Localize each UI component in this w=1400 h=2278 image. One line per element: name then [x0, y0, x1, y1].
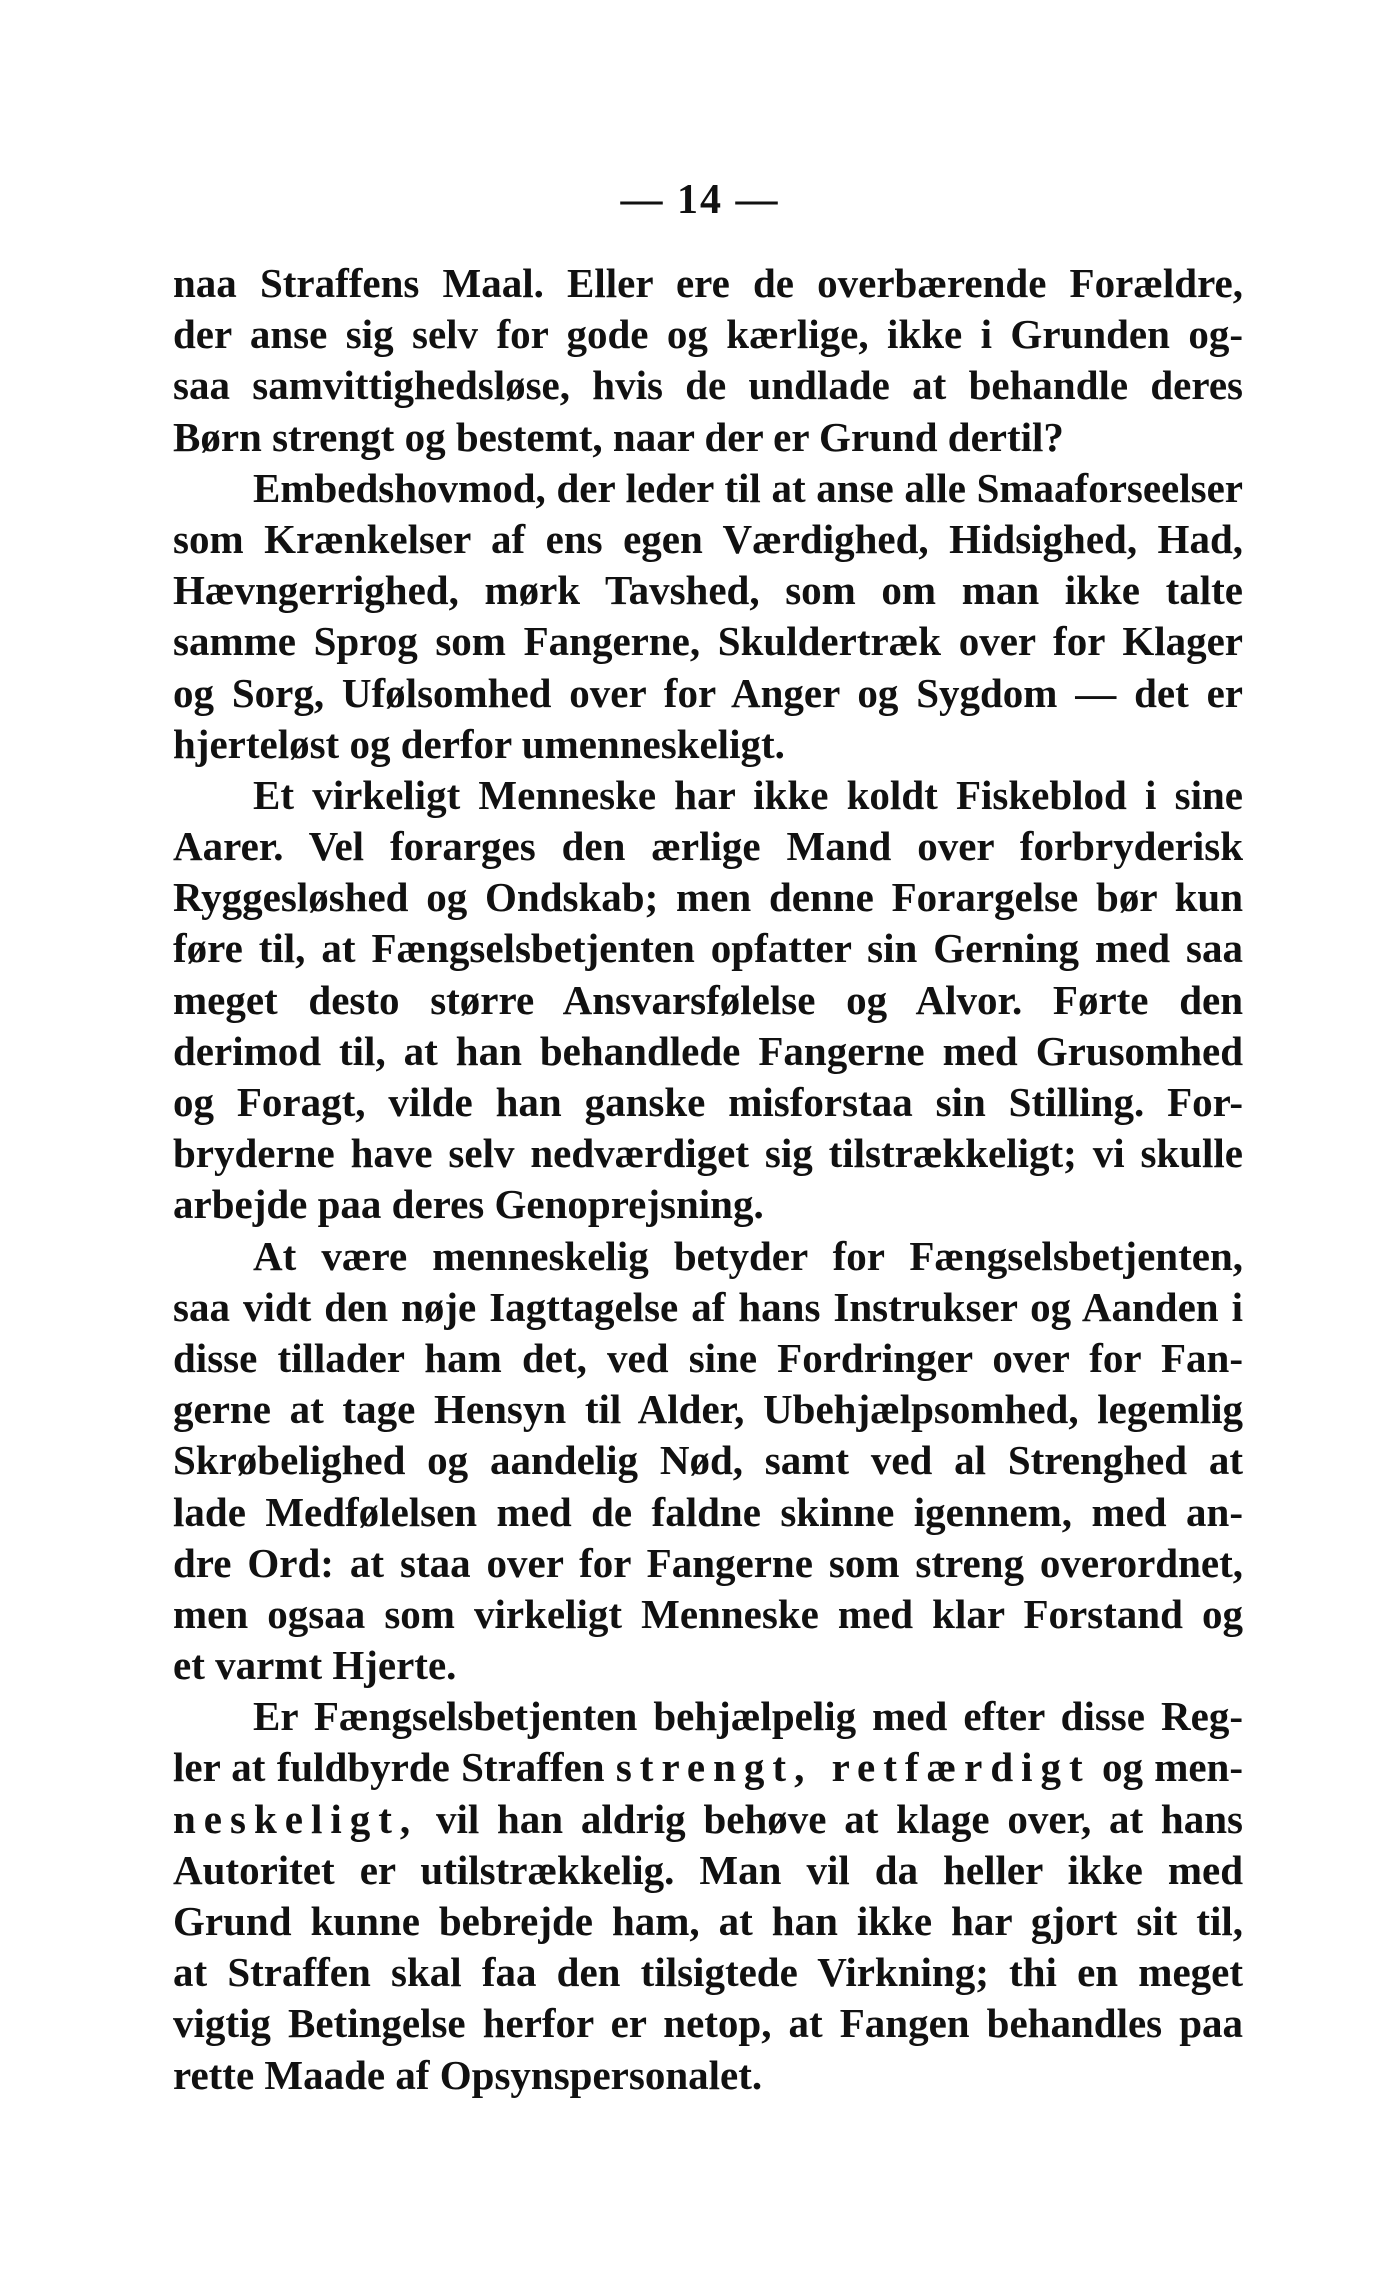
text-line: som Krænkelser af ens egen Værdighed, Hidsighed, Had, — [173, 515, 1243, 562]
text-line: Autoritet er utilstrækkelig. Man vil da heller ikke med — [173, 1846, 1243, 1893]
text-line: derimod til, at han behandlede Fangerne med Grusomhed — [173, 1027, 1243, 1074]
text-line: Børn strengt og bestemt, naar der er Grund dertil? — [173, 413, 1064, 460]
text-line: Ryggesløshed og Ondskab; men denne Forargelse bør kun — [173, 874, 1243, 921]
text-segment: og men- — [1101, 1744, 1244, 1791]
text-line: vigtig Betingelse herfor er netop, at Fangen behandles paa — [173, 2000, 1243, 2047]
text-line: lade Medfølelsen med de faldne skinne igennem, med an- — [173, 1488, 1243, 1535]
text-line: Grund kunne bebrejde ham, at han ikke har gjort sit til, — [173, 1898, 1243, 1944]
text-line: et varmt Hjerte. — [173, 1642, 457, 1689]
text-line: Er Fængselsbetjenten behjælpelig med efter disse Reg- — [253, 1693, 1243, 1740]
text-line: naa Straffens Maal. Eller ere de overbærende Forældre, — [173, 260, 1243, 306]
text-line-with-emphasis — [173, 1742, 1243, 1793]
text-line: meget desto større Ansvarsfølelse og Alvor. Førte den — [173, 976, 1243, 1023]
emphasized-text: strengt, retfærdigt — [615, 1744, 1091, 1791]
text-line: saa vidt den nøje Iagttagelse af hans Instrukser og Aanden i — [173, 1283, 1243, 1330]
text-line: At være menneskelig betyder for Fængselsbetjenten, — [253, 1232, 1243, 1279]
text-segment: ler at fuldbyrde Straffen — [173, 1744, 605, 1791]
emphasized-text: neskeligt, — [173, 1795, 419, 1842]
text-line: gerne at tage Hensyn til Alder, Ubehjælpsomhed, legemlig — [173, 1386, 1243, 1433]
text-line: at Straffen skal faa den tilsigtede Virkning; thi en meget — [173, 1949, 1243, 1996]
text-line: hjerteløst og derfor umenneskeligt. — [173, 720, 785, 767]
text-line: og Sorg, Ufølsomhed over for Anger og Sygdom — det er — [173, 669, 1243, 716]
text-line: Aarer. Vel forarges den ærlige Mand over forbryderisk — [173, 823, 1243, 870]
text-line: og Foragt, vilde han ganske misforstaa sin Stilling. For- — [173, 1079, 1243, 1125]
text-line: arbejde paa deres Genoprejsning. — [173, 1181, 764, 1228]
text-line-with-emphasis — [173, 1794, 1243, 1845]
text-line: Embedshovmod, der leder til at anse alle Smaaforseelser — [253, 464, 1243, 511]
text-line: men ogsaa som virkeligt Menneske med klar Forstand og — [173, 1590, 1243, 1637]
text-segment: vil han aldrig behøve at klage over, at hans — [435, 1795, 1243, 1842]
body-text — [173, 258, 1243, 2101]
text-line: Et virkeligt Menneske har ikke koldt Fiskeblod i sine — [253, 771, 1243, 818]
text-line: samme Sprog som Fangerne, Skuldertræk over for Klager — [173, 618, 1243, 665]
text-line: saa samvittighedsløse, hvis de undlade at behandle deres — [173, 362, 1243, 409]
page-number: — 14 — — [620, 177, 780, 223]
text-line: bryderne have selv nedværdiget sig tilstrækkeligt; vi skulle — [173, 1130, 1243, 1177]
text-line: Hævngerrighed, mørk Tavshed, som om man ikke talte — [173, 567, 1243, 614]
text-line: rette Maade af Opsynspersonalet. — [173, 2051, 763, 2098]
text-line: disse tillader ham det, ved sine Fordringer over for Fan- — [173, 1334, 1243, 1381]
text-line: dre Ord: at staa over for Fangerne som streng overordnet, — [173, 1539, 1243, 1586]
text-line: føre til, at Fængselsbetjenten opfatter sin Gerning med saa — [173, 925, 1243, 972]
text-line: der anse sig selv for gode og kærlige, ikke i Grunden og- — [173, 311, 1243, 358]
text-line: Skrøbelighed og aandelig Nød, samt ved al Strenghed at — [173, 1437, 1243, 1484]
